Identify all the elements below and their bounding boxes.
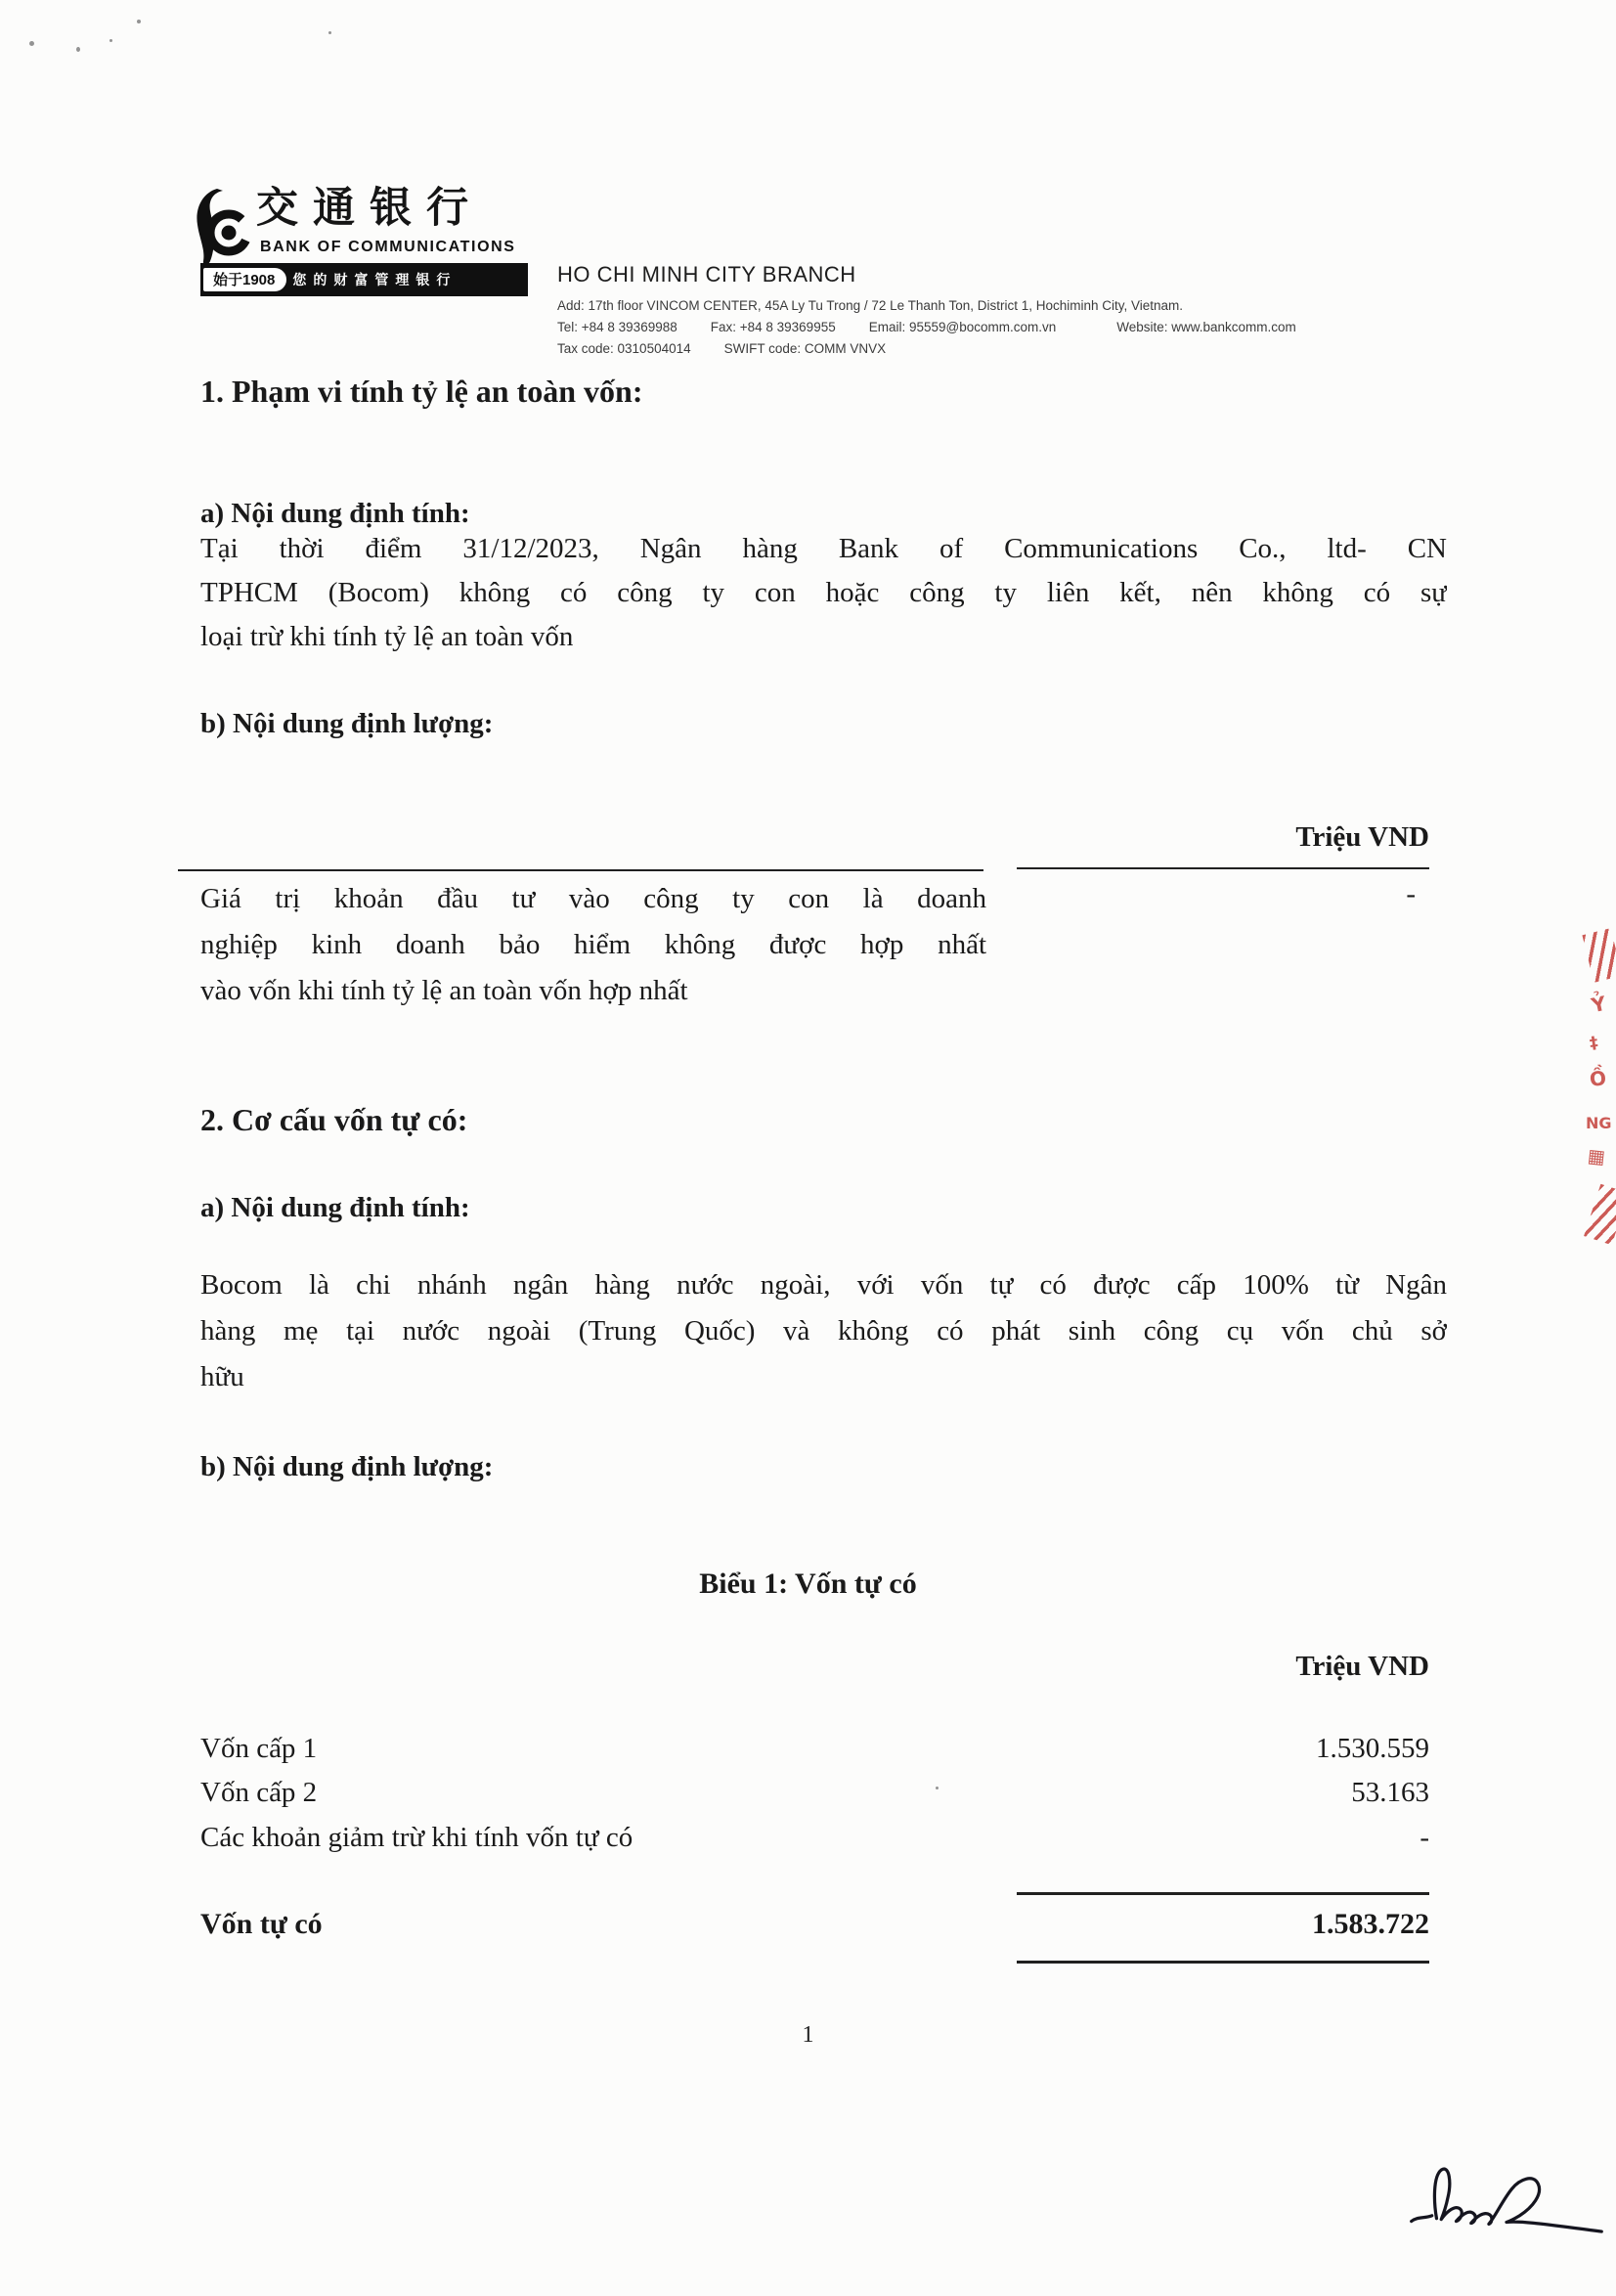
branch-address: Add: 17th floor VINCOM CENTER, 45A Ly Tu Trong / 72 Le Thanh Ton, District 1, Hochiminh City, Vietnam. [557,298,1184,313]
table-rule [1017,867,1429,869]
branch-tax-code: Tax code: 0310504014 [557,341,691,356]
total-value: 1.583.722 [1312,1908,1429,1940]
scan-speck [29,41,34,46]
branch-contact-block [557,295,1437,360]
row-value: 53.163 [1351,1777,1429,1808]
stamp-glyph: ▦ [1586,1145,1607,1169]
section-2-title: 2. Cơ cấu vốn tự có: [200,1102,468,1137]
bank-english-name: BANK OF COMMUNICATIONS [260,239,516,255]
branch-email: Email: 95559@bocomm.com.vn [868,320,1057,334]
stamp-glyph: Ồ [1588,1066,1608,1091]
branch-name: HO CHI MINH CITY BRANCH [557,262,856,287]
branch-swift-code: SWIFT code: COMM VNVX [723,341,887,356]
table-1-caption: Biểu 1: Vốn tự có [699,1567,917,1600]
table-rule [178,869,983,871]
branch-contact-line [557,317,1437,338]
paragraph-line: hữu [200,1361,244,1392]
paragraph-line: nghiệp kinh doanh bảo hiểm không được hợp nhất [200,929,986,960]
section-2b-heading: b) Nội dung định lượng: [200,1451,494,1482]
paragraph-line: Tại thời điểm 31/12/2023, Ngân hàng Bank of Communications Co., ltd- CN [200,533,1447,564]
stamp-strokes-icon [1584,1184,1616,1246]
total-label: Vốn tự có [200,1908,323,1940]
paragraph-line: TPHCM (Bocom) không có công ty con hoặc công ty liên kết, nên không có sự [200,577,1447,608]
scan-speck [328,31,331,34]
total-row [200,1905,1429,1944]
table-row [200,1729,1429,1768]
banner-slogan: 您的财富管理银行 [292,272,458,287]
table-row [200,1818,1429,1857]
section-1a-heading: a) Nội dung định tính: [200,498,470,529]
stamp-glyph: ‡ [1588,1033,1599,1054]
table-row [200,1773,1429,1812]
bank-chinese-name: 交通银行 [256,186,483,232]
section-1b-heading: b) Nội dung định lượng: [200,708,494,739]
scan-speck [137,20,141,23]
unit-label: Triệu VND [1295,1651,1429,1682]
scan-speck [109,39,112,42]
row-label: Các khoản giảm trừ khi tính vốn tự có [200,1822,633,1853]
table-rule [1017,1892,1429,1895]
brand-banner [200,263,528,296]
stamp-strokes-icon [1582,928,1616,983]
investment-row-value: - [1406,878,1416,909]
stamp-text: NG [1586,1114,1612,1132]
signature [1406,2140,1606,2245]
row-label: Vốn cấp 1 [200,1733,318,1764]
stamp-glyph: Ỷ [1589,991,1608,1018]
scan-speck [76,47,80,52]
section-1-title: 1. Phạm vi tính tỷ lệ an toàn vốn: [200,374,643,409]
paragraph-line: loại trừ khi tính tỷ lệ an toàn vốn [200,621,574,652]
paragraph-line: Bocom là chi nhánh ngân hàng nước ngoài, với vốn tự có được cấp 100% từ Ngân [200,1269,1447,1301]
branch-tel: Tel: +84 8 39369988 [557,320,677,334]
row-label: Vốn cấp 2 [200,1777,318,1808]
paragraph-line: hàng mẹ tại nước ngoài (Trung Quốc) và không có phát sinh công cụ vốn chủ sở [200,1315,1447,1347]
section-1a-paragraph [200,527,1447,659]
branch-codes-line [557,338,1437,360]
table-rule [1017,1961,1429,1964]
section-2a-paragraph [200,1262,1447,1400]
row-value: 1.530.559 [1316,1733,1429,1764]
unit-label: Triệu VND [1295,821,1429,853]
investment-row-label [200,876,986,1014]
paragraph-line: vào vốn khi tính tỷ lệ an toàn vốn hợp nhất [200,975,688,1006]
red-stamp-fragment [1582,925,1616,1254]
branch-fax: Fax: +84 8 39369955 [710,320,836,334]
section-2a-heading: a) Nội dung định tính: [200,1192,470,1223]
branch-website: Website: www.bankcomm.com [1116,320,1296,334]
paragraph-line: Giá trị khoản đầu tư vào công ty con là doanh [200,883,986,914]
bank-logo-icon [194,188,250,266]
row-value: - [1419,1822,1429,1853]
page-number: 1 [802,2022,814,2048]
founding-year-badge: 始于1908 [201,266,288,293]
